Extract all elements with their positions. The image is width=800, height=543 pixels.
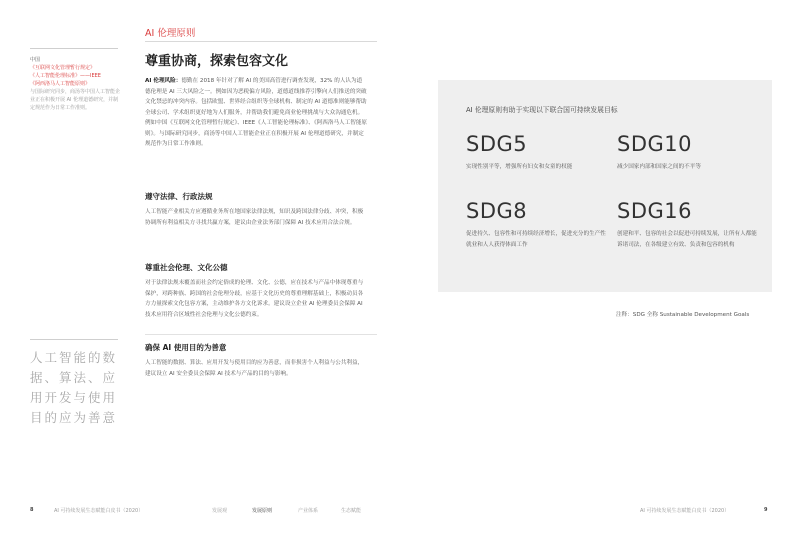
- footer-nav-ecosystem[interactable]: 生态赋能: [341, 508, 362, 514]
- page-title: 尊重协商，探索包容文化: [145, 54, 289, 69]
- section-divider-2: [145, 334, 377, 335]
- pull-quote: 人工智能的数据、算法、应用开发与使用目的应为善意: [30, 350, 118, 425]
- sidebar-link-internet-culture[interactable]: 《互联网文化管理暂行规定》: [30, 65, 96, 71]
- sdg10-code: SDG10: [617, 132, 692, 156]
- sdg10-description: 减少国家内部和国家之间的不平等: [617, 164, 701, 170]
- footer-nav-development-principles[interactable]: 发展原则: [252, 508, 273, 514]
- section-heading-law: 遵守法律、行政法规: [145, 192, 213, 201]
- footer-title-left: AI 可持续发展生态赋能白皮书（2020）: [54, 508, 144, 514]
- footer-nav-industry-system[interactable]: 产业体系: [298, 508, 319, 514]
- sidebar-link-asilomar[interactable]: 《阿西洛马人工智能原则》: [30, 81, 91, 87]
- sidebar-note: [30, 56, 122, 112]
- sidebar-description: 与国际研究同步，商汤等中国人工智能企业正在积极开展 AI 伦理道德研究，并制定规范作为日常工作准则。: [30, 89, 121, 111]
- section-heading-ethics: 尊重社会伦理、文化公德: [145, 263, 228, 272]
- sdg5-code: SDG5: [466, 132, 528, 156]
- sdg8-code: SDG8: [466, 199, 528, 223]
- sidebar-link-ieee-standard[interactable]: 《人工智能伦理标准》——IEEE: [30, 73, 101, 79]
- sdg16-code: SDG16: [617, 199, 692, 223]
- footer-title-right: AI 可持续发展生态赋能白皮书（2020）: [640, 508, 730, 514]
- intro-lead: AI 伦理风险：: [145, 78, 182, 84]
- sdg-panel-title: AI 伦理原则有助于实现以下联合国可持续发展目标: [466, 106, 618, 114]
- intro-text: 德勤在 2018 年针对了解 AI 的美国高管进行调查发现，32% 的人认为道德伦理是 AI 三大风险之一。例如因为恶税偏方风险，道德道线推荐引擎向人们推送的突破文化禁忌的冲突内容。包括欧盟、世界经合组织等全球机构、制定的 AI 道德准则能够帮助全球公司、学术组织更好地为人们服务，并帮助我们避免商业伦理挑战与大众沟通危机。例如中国《互联网文化管理暂行规定》、IEEE《人工智能伦理标准》、《阿西洛马人工智能原则》。与国际研究同步，商汤等中国人工智能企业正在积极开展 AI 伦理道德研究，并制定规范作为日常工作准则。: [145, 78, 368, 147]
- section-text-goodwill: 人工智能的数据、算法、应用开发与使用目的应为善意，而非损害个人利益与公共利益，建议设立 AI 安全委员会保障 AI 技术与产品的目的与影响。: [145, 360, 364, 377]
- section-tag: AI 伦理原则: [145, 28, 196, 39]
- page-number-left: 8: [30, 507, 34, 513]
- page-number-right: 9: [764, 507, 768, 513]
- section-heading-goodwill: 确保 AI 使用目的为善意: [145, 343, 227, 352]
- quote-divider: [30, 339, 118, 340]
- section-divider: [145, 41, 377, 42]
- sdg16-description: 创建和平、包容的社会以促进可持续发展，让所有人都能诉诸司法，在各级建立有效、负责和包容的机构: [617, 231, 757, 248]
- sidebar-divider: [30, 48, 118, 49]
- footer-nav-development-view[interactable]: 发展观: [212, 508, 228, 514]
- sdg8-description: 促进持久、包容性和可持续经济增长，促进充分的生产性就业和人人获得体面工作: [466, 231, 606, 248]
- sdg5-description: 实现性别平等，增强所有妇女和女童的权能: [466, 164, 573, 170]
- intro-paragraph: [145, 76, 367, 150]
- sidebar-region: 中国: [30, 57, 41, 63]
- section-text-law: 人工智能产业相关方应遵循业务所在地国家法律法规，知识及跨国法律分歧、冲突，积极协调所有利益相关方寻找共赢方案，建议由企业法务部门保障 AI 技术应用合法合规。: [145, 209, 364, 226]
- sdg-footnote: 注释：SDG 全称 Sustainable Development Goals: [616, 312, 750, 318]
- section-text-ethics: 对于法律法规未覆盖而社会约定俗成的伦理、文化、公德，应在技术与产品中体现尊重与保护，对跨种族、跨国的社会伦理分歧，应基于文化历史的尊重理解基础上，积极动员各方力量探索文化包容方案，主动维护各方文化诉求。建议设立企业 AI 伦理委员会保障 AI 技术应用符合区域性社会伦理与文化公德约束。: [145, 280, 364, 318]
